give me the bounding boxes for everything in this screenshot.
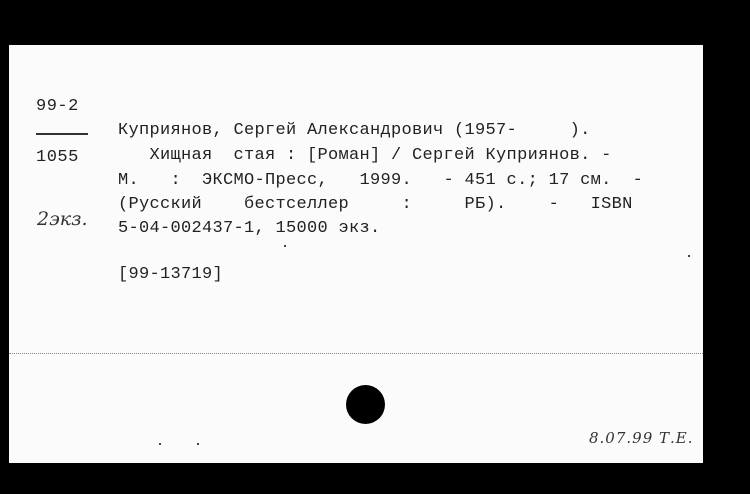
shelfmark-top: 99-2 (36, 97, 79, 116)
card-punch-hole (346, 385, 385, 424)
record-number: [99-13719] (118, 265, 224, 284)
handwritten-copies-note: 2экз. (37, 208, 88, 230)
imprint-line: М. : ЭКСМО-Пресс, 1999. - 451 с.; 17 см. - (118, 171, 644, 190)
specks (159, 443, 161, 445)
catalog-card (9, 45, 703, 463)
dotted-divider (9, 353, 703, 354)
specks (197, 443, 199, 445)
specks (284, 245, 286, 247)
series-line: (Русский бестселлер : РБ). - ISBN (118, 195, 633, 214)
isbn-line: 5-04-002437-1, 15000 экз. (118, 219, 381, 238)
shelfmark-bottom: 1055 (36, 148, 79, 167)
handwritten-date: 8.07.99 Т.Е. (589, 429, 694, 447)
author-heading: Куприянов, Сергей Александрович (1957- ). (118, 121, 591, 140)
shelfmark-divider (36, 133, 88, 135)
specks (688, 255, 690, 257)
title-line: Хищная стая : [Роман] / Сергей Куприянов. - (118, 146, 612, 165)
